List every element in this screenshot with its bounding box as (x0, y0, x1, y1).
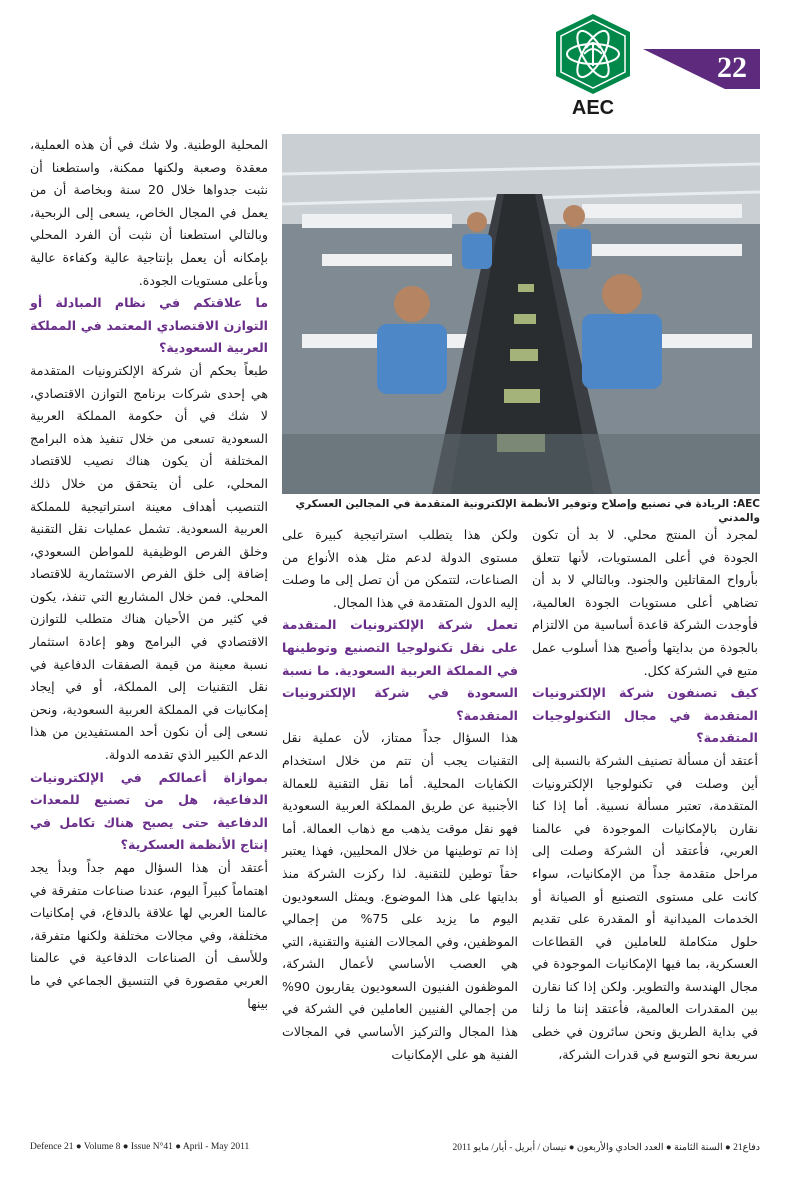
article-column-1 (532, 524, 758, 1066)
footer-english: Defence 21 ● Volume 8 ● Issue N°41 ● April - May 2011 (30, 1142, 250, 1152)
interview-question: كيف تصنفون شركة الإلكترونيات المتقدمة في مجال التكنولوجيات المتقدمة؟ (532, 685, 758, 746)
interview-question: تعمل شركة الإلكترونيات المتقدمة على نقل تكنولوجيا التصنيع وتوطينها في المملكة العربية السعودية. ما نسبة السعودة في شركة الإلكترونيات المتقدمة؟ (282, 617, 518, 723)
logo-text: AEC (571, 97, 615, 119)
footer-arabic: دفاع21 ● السنة الثامنة ● العدد الحادي والأربعون ● نيسان / أبريل - أيار/ مايو 2011 (452, 1143, 760, 1153)
page-number: 22 (717, 51, 747, 84)
interview-question: ما علاقتكم في نظام المبادلة أو التوازن الاقتصادي المعتمد في المملكة العربية السعودية؟ (30, 295, 268, 356)
paragraph: لمجرد أن المنتج محلي. لا بد أن تكون الجودة في أعلى المستويات، لأنها تتعلق بأرواح المقاتلين والجنود. وبالتالي لا بد أن تضاهي أعلى مستويات الجودة العالمية، فأوجدت الشركة قاعدة أساسية من الالتزام بالجودة من بدايتها وأصبح هذا أسلوب عمل متبع في الشركة ككل. (532, 527, 758, 678)
article-column-3 (30, 134, 268, 1015)
factory-photo (282, 134, 760, 494)
paragraph: ولكن هذا يتطلب استراتيجية كبيرة على مستوى الدولة لدعم مثل هذه الأنواع من الصناعات، لتتمكن من أن تصل إلى ما وصلت إليه الدول المتقدمة في هذا المجال. (282, 527, 518, 610)
page-footer (30, 1142, 760, 1156)
paragraph: المحلية الوطنية. ولا شك في أن هذه العملية، معقدة وصعبة ولكنها ممكنة، واستطعنا أن نثبت جدواها خلال 20 سنة وبخاصة أن من يعمل في المجال الخاص، يسعى إلى الربحية، وبالتالي استطعنا أن نثبت أن الفرد المحلي بإمكانه أن يعمل بإنتاجية عالية وكفاءة عالية وبأعلى مستويات الجودة. (30, 137, 268, 288)
photo-caption: AEC: الريادة في تصنيع وإصلاح وتوفير الأنظمة الإلكترونية المتقدمة في المجالين العسكري والمدني (295, 498, 760, 524)
paragraph: هذا السؤال جداً ممتاز، لأن عملية نقل التقنيات يجب أن تتم من خلال استخدام الكفايات المحلية. أما نقل التقنية للعمالة الأجنبية عن طريق المملكة العربية السعودية فهو نقل موقت يذهب مع ذهاب العمالة. أما إذا تم توطينها من خلال المحليين، فهذا يعتبر حقاً توطين للتقنية. لذا ركزت الشركة منذ بدايتها على هذا الموضوع. ويمثل السعوديون اليوم ما يزيد على 75% من إجمالي الموظفين، وفي المجالات الفنية والتقنية، التي هي العصب الأساسي لأعمال الشركة، الموظفون الفنيون السعوديون يقاربون 90% من إجمالي الفنيين العاملين في الشركة في هذا المجال والتركيز الأساسي في المجالات الفنية هو على الإمكانيات (282, 730, 518, 1062)
paragraph: طبعاً بحكم أن شركة الإلكترونيات المتقدمة هي إحدى شركات برنامج التوازن الاقتصادي، لا شك في أن حكومة المملكة العربية السعودية تسعى من خلال تنفيذ هذه البرامج المختلفة أن يكون هناك نصيب للاقتصاد المحلي، على أن يتحقق من خلال ذلك التنصيب أهداف معينة استراتيجية للمملكة العربية السعودية. تشمل عمليات نقل التقنية وخلق الفرص الوظيفية للمواطن السعودي، إضافة إلى خلق الفرص الاستثمارية للاقتصاد المحلي. فمن خلال المشاريع التي تنفذ، يكون في كثير من الأحيان هناك متطلب للتوازن الاقتصادي في البرامج وهو إعادة استثمار نسبة معينة من قيمة الصفقات الدفاعية في نقل التقنيات إلى المملكة، أو في إيجاد إمكانيات في المملكة العربية السعودية، ونحن نسعى إلى أن نكون أحد المستفيدين من هذا الدعم الكبير الذي تقدمه الدولة. (30, 362, 268, 763)
aec-logo (548, 12, 638, 120)
interview-question: بموازاة أعمالكم في الإلكترونيات الدفاعية، هل من تصنيع للمعدات الدفاعية حتى يصبح هناك تكامل في إنتاج الأنظمة العسكرية؟ (30, 769, 268, 853)
paragraph: أعتقد أن هذا السؤال مهم جداً وبدأ يجد اهتماماً كبيراً اليوم، عندنا صناعات متفرقة في عالمنا العربي لها علاقة بالدفاع، في إمكانيات مختلفة، وفي مجالات مختلفة ولكنها متفرقة، وللأسف أن الصناعات الدفاعية في عالمنا العربي مقصورة في التنسيق الجماعي في ما بينها (30, 860, 268, 1011)
paragraph: أعتقد أن مسألة تصنيف الشركة بالنسبة إلى أين وصلت في تكنولوجيا الإلكترونيات المتقدمة، تعتبر مسألة نسبية. أما إذا كنا نقارن بالإمكانيات الموجودة في عالمنا العربي، فأعتقد أن الشركة وصلت إلى مراحل متقدمة جداً من الإمكانيات، سواء كانت على مستوى التصنيع أو الصيانة أو الخدمات الميدانية أو المقدرة على تقديم حلول متكاملة للعاملين في القطاعات العسكرية، بما فيها الإمكانيات الموجودة في مجال الهندسة والتطوير. ولكن إذا كنا نقارن بين المقدرات العالمية، فأعتقد إننا ما زلنا في بداية الطريق ونحن سائرون في خطى سريعة نحو التوسع في قدرات الشركة، (532, 752, 758, 1062)
article-column-2 (282, 524, 518, 1066)
